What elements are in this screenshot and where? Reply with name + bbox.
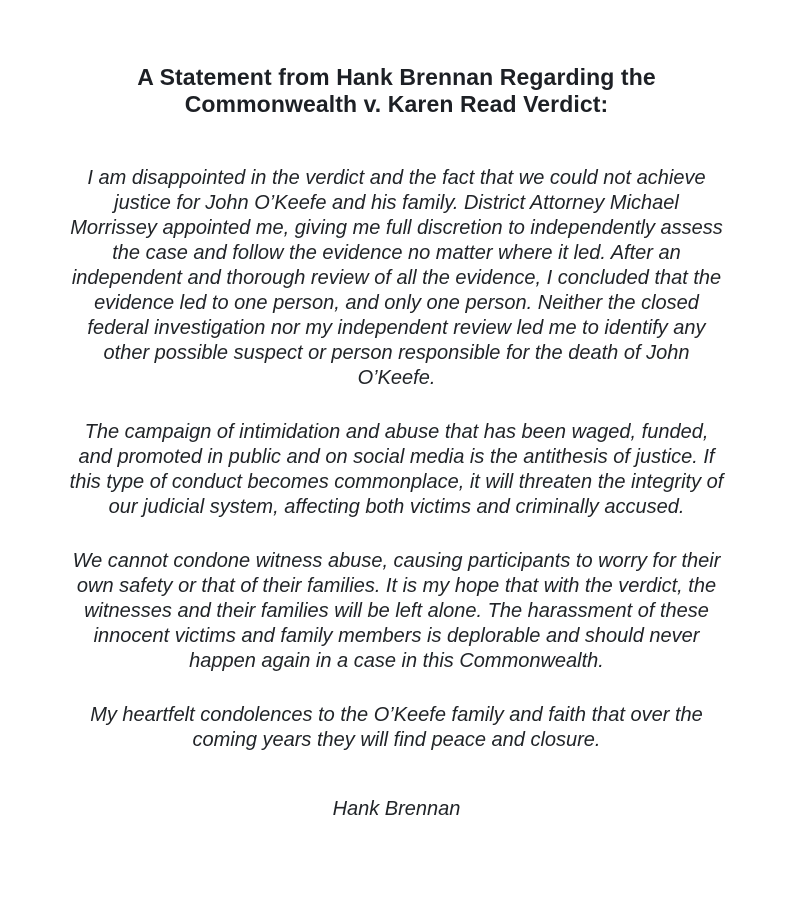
statement-title: A Statement from Hank Brennan Regarding the Commonwealth v. Karen Read Verdict: bbox=[137, 64, 656, 117]
statement-paragraph-4: My heartfelt condolences to the O’Keefe family and faith that over the coming years they will find peace and closure. bbox=[90, 704, 703, 751]
statement-body bbox=[69, 166, 725, 782]
statement-paragraph-2: The campaign of intimidation and abuse that has been waged, funded, and promoted in public and on social media is the antithesis of justice. If this type of conduct becomes commonplace, it will threaten the integrity of our judicial system, affecting both victims and criminally accused. bbox=[69, 421, 724, 518]
signature: Hank Brennan bbox=[332, 798, 461, 820]
statement-paragraph-1: I am disappointed in the verdict and the fact that we could not achieve justice for John O’Keefe and his family. District Attorney Michael Morrissey appointed me, giving me full discretion to independently assess the case and follow the evidence no matter where it led. After an independent and thorough review of all the evidence, I concluded that the evidence led to one person, and only one person. Neither the closed federal investigation nor my independent review led me to identify any other possible suspect or person responsible for the death of John O’Keefe. bbox=[70, 167, 723, 389]
statement-paragraph-3: We cannot condone witness abuse, causing participants to worry for their own safety or that of their families. It is my hope that with the verdict, the witnesses and their families will be left alone. The harassment of these innocent victims and family members is deplorable and should never happen again in a case in this Commonwealth. bbox=[72, 550, 721, 672]
